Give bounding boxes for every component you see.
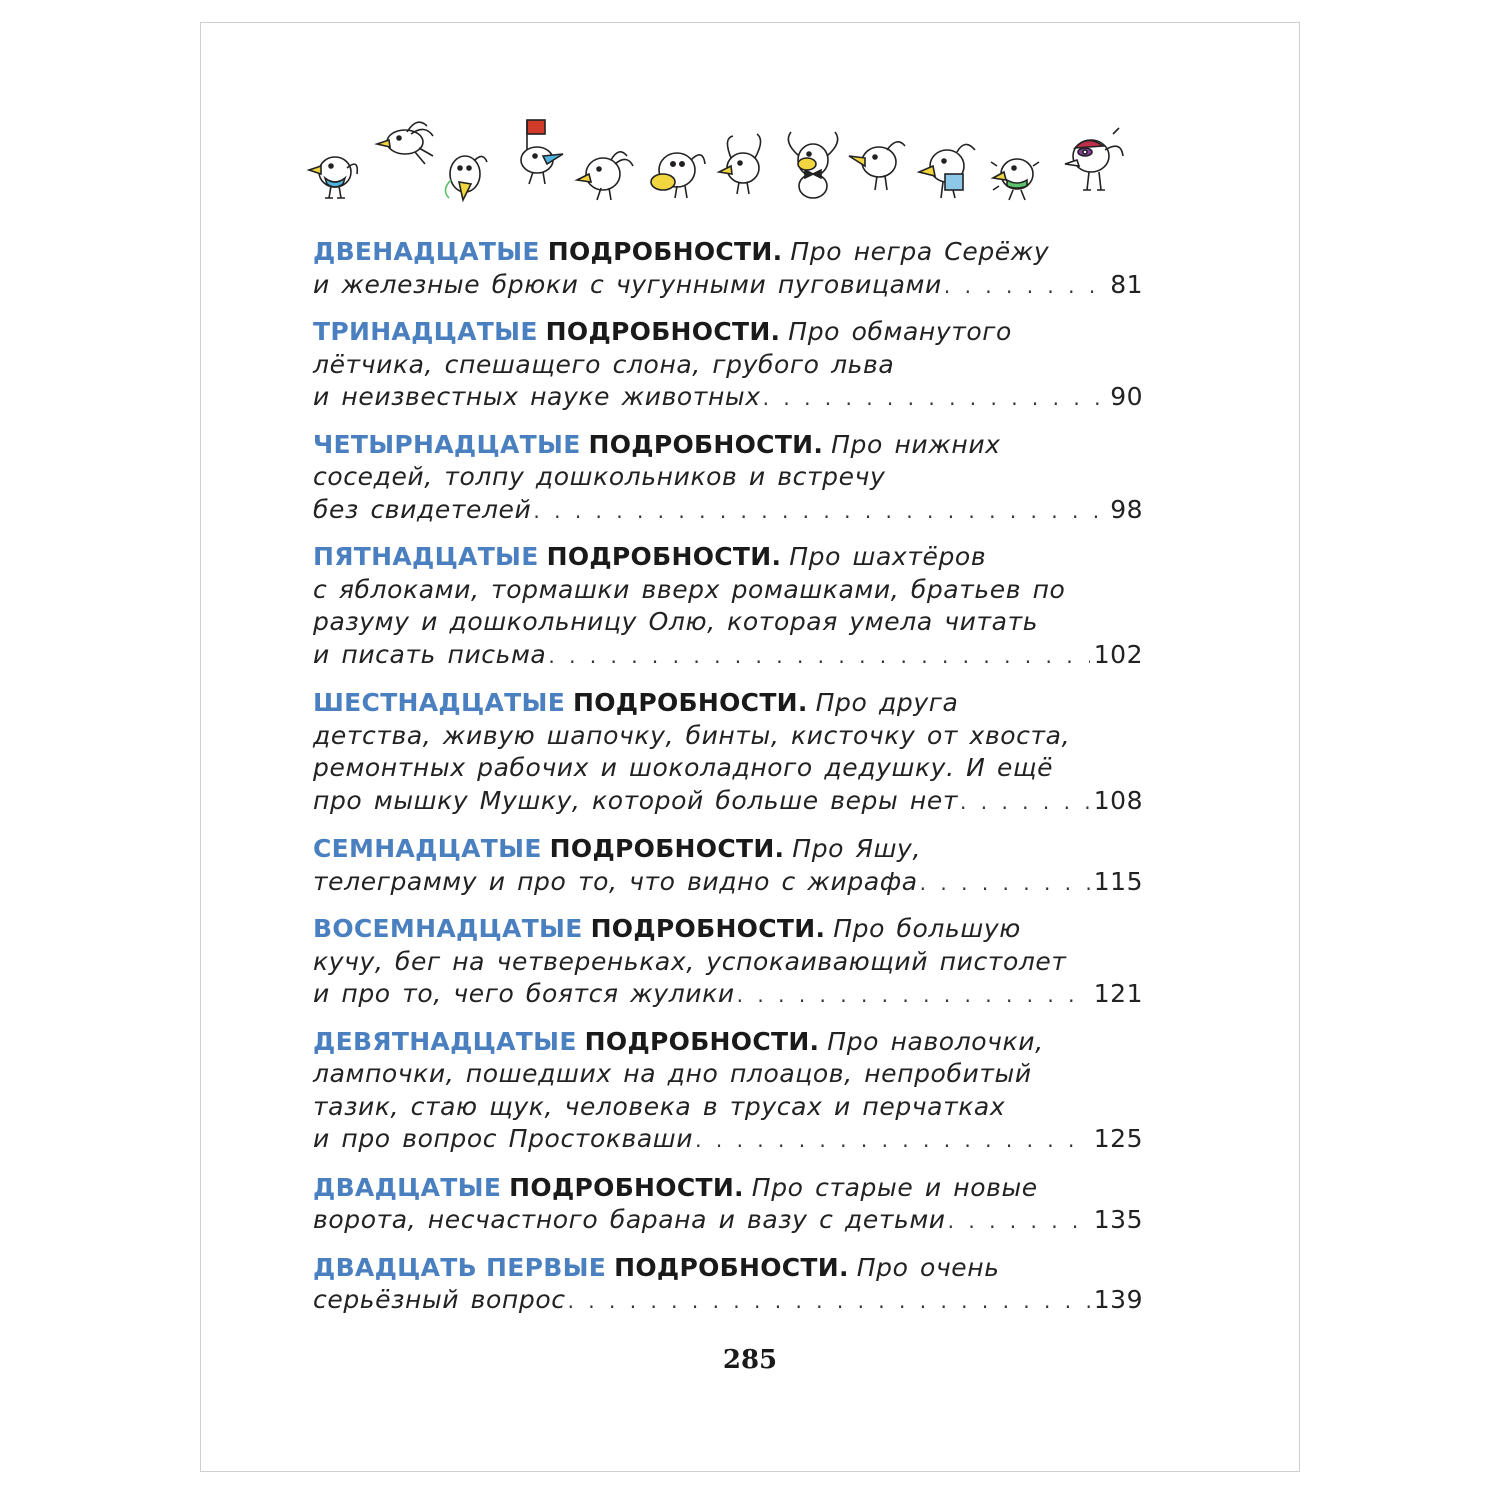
chapter-word: ПОДРОБНОСТИ.	[546, 542, 782, 571]
chapter-ordinal: ДВАДЦАТЬ ПЕРВЫЕ	[313, 1252, 607, 1282]
page-number: 90	[1110, 382, 1143, 411]
birds-frieze	[305, 110, 1155, 210]
chapter-subtitle: Про большую	[833, 914, 1021, 943]
chapter-subtitle-end: ворота, несчастного барана и вазу с детьми	[313, 1205, 946, 1234]
page-number: 102	[1093, 639, 1143, 669]
page-folio-number: 285	[722, 1345, 778, 1375]
chapter-word: ПОДРОБНОСТИ.	[584, 1026, 820, 1056]
chapter-subtitle: Про шахтёров	[789, 542, 987, 571]
chapter-ordinal: ПЯТНАДЦАТЫЕ	[313, 542, 539, 571]
chapter-subtitle-end: серьёзный вопрос	[313, 1285, 566, 1314]
bird-icon	[719, 134, 761, 194]
bird-icon	[991, 159, 1039, 200]
chapter-subtitle-line: детства, живую шапочку, бинты, кисточку от хвоста,	[313, 720, 1071, 750]
chapter-subtitle: Про нижних	[831, 429, 1001, 459]
chapter-subtitle-line: кучу, бег на четвереньках, успокаивающий пистолет	[313, 946, 1067, 976]
bird-icon	[445, 156, 487, 200]
chapter-word: ПОДРОБНОСТИ.	[545, 317, 781, 346]
dot-leader	[533, 495, 1106, 528]
chapter-subtitle-line: лётчика, спешащего слона, грубого льва	[313, 349, 895, 379]
dot-leader	[695, 1124, 1090, 1157]
bird-icon	[849, 142, 905, 190]
dot-leader	[948, 1205, 1090, 1238]
chapter-subtitle-end: телеграмму и про то, что видно с жирафа	[313, 866, 918, 896]
chapter-subtitle-end: про мышку Мушку, которой больше веры нет	[313, 785, 959, 815]
chapter-ordinal: ДВЕНАДЦАТЫЕ	[313, 237, 540, 266]
chapter-subtitle: Про старые и новые	[751, 1172, 1038, 1202]
chapter-ordinal: ДВАДЦАТЫЕ	[313, 1172, 502, 1202]
chapter-subtitle: Про наволочки,	[827, 1026, 1044, 1056]
dot-leader	[763, 382, 1107, 415]
toc-entry-14[interactable]	[313, 429, 1143, 528]
chapter-ordinal: ШЕСТНАДЦАТЫЕ	[313, 688, 566, 717]
chapter-subtitle-end: и неизвестных науке животных	[313, 382, 761, 411]
chapter-subtitle-end: без свидетелей	[313, 494, 532, 524]
chapter-word: ПОДРОБНОСТИ.	[573, 688, 808, 717]
chapter-word: ПОДРОБНОСТИ.	[614, 1252, 849, 1282]
chapter-word: ПОДРОБНОСТИ.	[590, 914, 826, 943]
page-number: 139	[1093, 1285, 1143, 1314]
bird-icon	[521, 120, 563, 184]
chapter-word: ПОДРОБНОСТИ.	[588, 429, 824, 459]
toc-entry-12[interactable]	[313, 236, 1143, 302]
page-number: 125	[1093, 1124, 1143, 1153]
chapter-ordinal: ЧЕТЫРНАДЦАТЫЕ	[313, 429, 581, 459]
toc-entry-15[interactable]	[313, 541, 1143, 672]
chapter-subtitle: Про Яшу,	[792, 834, 921, 863]
page-number: 135	[1093, 1205, 1143, 1234]
chapter-ordinal: ВОСЕМНАДЦАТЫЕ	[313, 914, 583, 943]
bird-icon	[377, 122, 433, 164]
chapter-subtitle-end: и писать письма	[313, 639, 547, 669]
chapter-subtitle: Про друга	[815, 688, 959, 717]
chapter-subtitle: Про негра Серёжу	[790, 237, 1050, 266]
chapter-subtitle-line: соседей, толпу дошкольников и встречу	[313, 462, 886, 491]
page-number: 121	[1093, 979, 1143, 1008]
dot-leader	[920, 867, 1090, 900]
chapter-subtitle-line: ремонтных рабочих и шоколадного дедушку. И ещё	[313, 753, 1054, 782]
chapter-subtitle: Про очень	[856, 1252, 1000, 1282]
chapter-ordinal: ТРИНАДЦАТЫЕ	[313, 317, 538, 346]
dot-leader	[944, 270, 1106, 303]
chapter-ordinal: ДЕВЯТНАДЦАТЫЕ	[313, 1026, 577, 1056]
dot-leader	[960, 786, 1090, 819]
toc-entry-13[interactable]	[313, 316, 1143, 415]
chapter-word: ПОДРОБНОСТИ.	[509, 1172, 744, 1202]
toc-entry-17[interactable]	[313, 833, 1143, 899]
bird-icon	[651, 153, 705, 198]
chapter-ordinal: СЕМНАДЦАТЫЕ	[313, 834, 542, 863]
chapter-subtitle-end: и про вопрос Простокваши	[313, 1124, 694, 1153]
chapter-word: ПОДРОБНОСТИ.	[547, 237, 783, 266]
toc-entry-21[interactable]	[313, 1252, 1143, 1318]
chapter-subtitle: Про обманутого	[788, 317, 1012, 346]
chapter-subtitle-line: с яблоками, тормашки вверх ромашками, братьев по	[313, 574, 1066, 604]
dot-leader	[568, 1285, 1090, 1318]
page-number: 115	[1093, 866, 1143, 896]
page-number: 81	[1110, 269, 1143, 299]
toc-entry-19[interactable]	[313, 1026, 1143, 1157]
bird-icon	[1065, 128, 1123, 190]
chapter-subtitle-line: разуму и дошкольницу Олю, которая умела читать	[313, 607, 1039, 636]
bird-icon	[577, 152, 633, 200]
toc-entry-18[interactable]	[313, 913, 1143, 1012]
dot-leader	[737, 979, 1090, 1012]
bird-icon	[309, 157, 357, 198]
page-number: 108	[1093, 785, 1143, 815]
chapter-subtitle-line: тазик, стаю щук, человека в трусах и перчатках	[313, 1091, 1006, 1121]
chapter-subtitle-end: и железные брюки с чугунными пуговицами	[313, 269, 942, 299]
chapter-word: ПОДРОБНОСТИ.	[549, 834, 785, 863]
toc-entry-16[interactable]	[313, 687, 1143, 818]
dot-leader	[548, 640, 1089, 673]
toc-entry-20[interactable]	[313, 1172, 1143, 1238]
chapter-subtitle-end: и про то, чего боятся жулики	[313, 979, 735, 1008]
table-of-contents	[313, 236, 1143, 1332]
bird-icon	[788, 132, 837, 198]
chapter-subtitle-line: лампочки, пошедших на дно плоацов, непробитый	[313, 1059, 1032, 1088]
bird-icon	[919, 144, 975, 198]
page-number: 98	[1110, 494, 1143, 524]
